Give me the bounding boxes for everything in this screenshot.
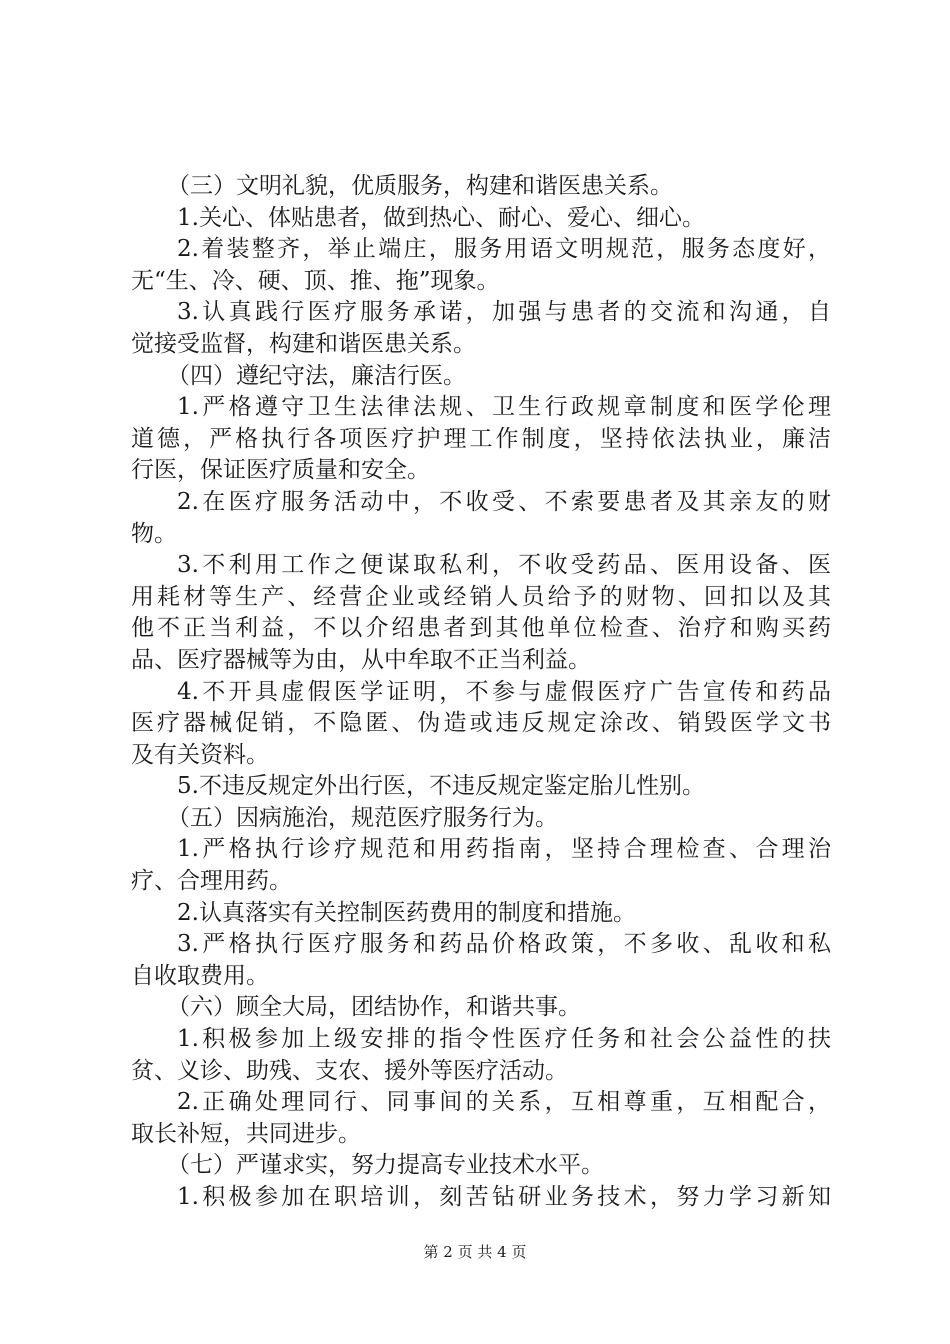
paragraph-line: 自收取费用。 <box>131 962 269 989</box>
list-item-line: 1.严格执行诊疗规范和用药指南，坚持合理检查、合理治 <box>177 836 831 863</box>
list-item-line: 2.在医疗服务活动中，不收受、不索要患者及其亲友的财 <box>177 488 831 515</box>
paragraph-line: 用耗材等生产、经营企业或经销人员给予的财物、回扣以及其 <box>131 583 831 610</box>
list-item-line: 3.不利用工作之便谋取私利，不收受药品、医用设备、医 <box>177 552 831 579</box>
list-item-line: 1.积极参加在职培训，刻苦钻研业务技术，努力学习新知 <box>177 1184 831 1210</box>
paragraph-line: 觉接受监督，构建和谐医患关系。 <box>131 330 476 357</box>
paragraph-line: 取长补短，共同进步。 <box>131 1120 361 1147</box>
list-item-line: 2.正确处理同行、同事间的关系，互相尊重，互相配合， <box>177 1089 831 1116</box>
paragraph-line: 他不正当利益，不以介绍患者到其他单位检查、治疗和购买药 <box>131 615 831 642</box>
page-footer: 第 2 页 共 4 页 <box>423 1243 527 1261</box>
list-item-line: 4.不开具虚假医学证明，不参与虚假医疗广告宣传和药品 <box>177 678 831 705</box>
document-body <box>131 171 831 1214</box>
list-item-line: 2.着装整齐，举止端庄，服务用语文明规范，服务态度好， <box>177 236 831 263</box>
paragraph-line: 品、医疗器械等为由，从中牟取不正当利益。 <box>131 646 591 673</box>
list-item-line: 1.严格遵守卫生法律法规、卫生行政规章制度和医学伦理 <box>177 394 831 421</box>
paragraph-line: 物。 <box>131 520 177 547</box>
paragraph-line: 医疗器械促销，不隐匿、伪造或违反规定涂改、销毁医学文书 <box>131 710 831 737</box>
list-item-line: 1.关心、体贴患者，做到热心、耐心、爱心、细心。 <box>177 204 705 231</box>
paragraph-line: 及有关资料。 <box>131 741 269 768</box>
list-item-line: 5.不违反规定外出行医，不违反规定鉴定胎儿性别。 <box>177 773 705 800</box>
paragraph-line: 行医，保证医疗质量和安全。 <box>131 457 430 484</box>
list-item-line: 2.认真落实有关控制医药费用的制度和措施。 <box>177 899 636 926</box>
paragraph-line: 无“生、冷、硬、顶、推、拖”现象。 <box>131 267 500 294</box>
list-item-line: 3.认真践行医疗服务承诺，加强与患者的交流和沟通，自 <box>177 299 831 326</box>
list-item-line: 3.严格执行医疗服务和药品价格政策，不多收、乱收和私 <box>177 931 831 958</box>
section-heading: （六）顾全大局，团结协作，和谐共事。 <box>167 994 581 1021</box>
paragraph-line: 道德，严格执行各项医疗护理工作制度，坚持依法执业，廉洁 <box>131 425 831 452</box>
list-item-line: 1.积极参加上级安排的指令性医疗任务和社会公益性的扶 <box>177 1026 831 1053</box>
section-heading: （七）严谨求实，努力提高专业技术水平。 <box>167 1152 604 1179</box>
section-heading: （五）因病施治，规范医疗服务行为。 <box>167 804 558 831</box>
section-heading: （三）文明礼貌，优质服务，构建和谐医患关系。 <box>167 173 673 199</box>
paragraph-line: 贫、义诊、助残、支农、援外等医疗活动。 <box>131 1057 568 1084</box>
paragraph-line: 疗、合理用药。 <box>131 868 292 895</box>
section-heading: （四）遵纪守法，廉洁行医。 <box>167 362 466 389</box>
